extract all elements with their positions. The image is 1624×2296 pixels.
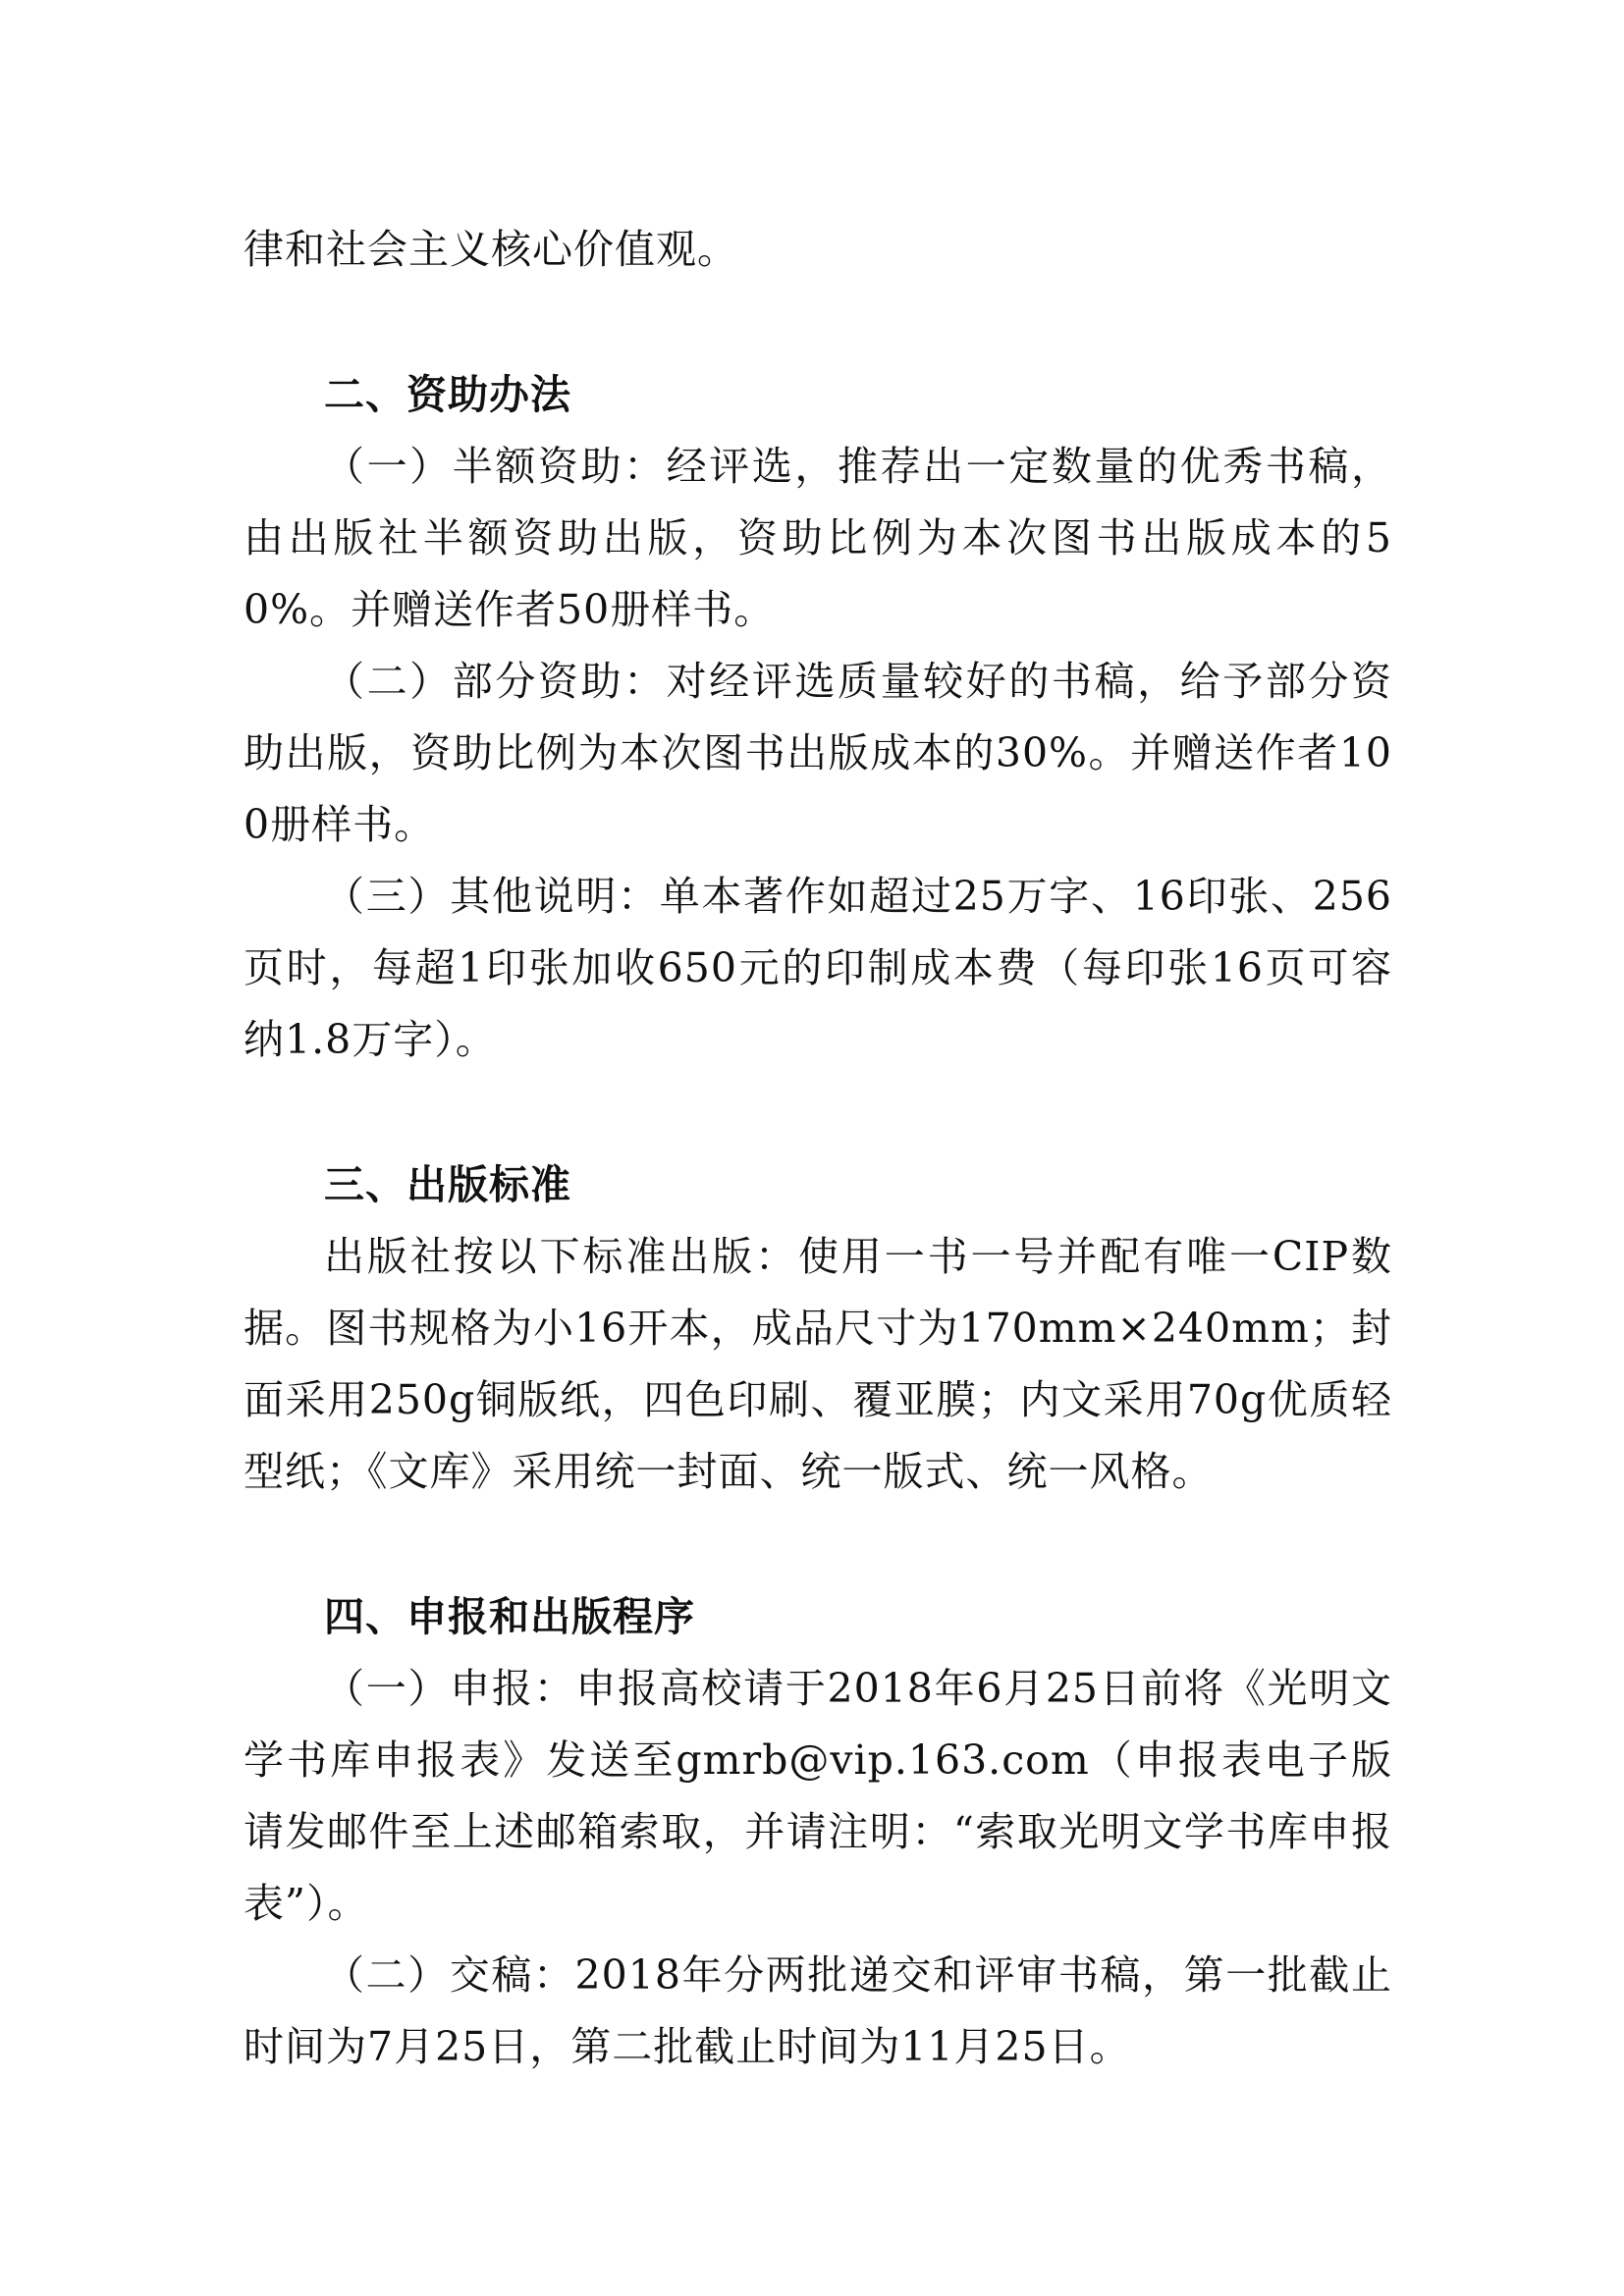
section-heading-procedure: 四、申报和出版程序 bbox=[324, 1593, 695, 1640]
paragraph-application: （一）申报：申报高校请于2018年6月25日前将《光明文学书库申报表》发送至gmrb@vip.163.com（申报表电子版请发邮件至上述邮箱索取，并请注明：“索取光明文学书库申报表”）。 bbox=[244, 1665, 1392, 1927]
document-body bbox=[244, 214, 1392, 2083]
paragraph-continuation: 律和社会主义核心价值观。 bbox=[244, 226, 738, 273]
section-heading-funding: 二、资助办法 bbox=[324, 371, 571, 418]
paragraph-other-notes: （三）其他说明：单本著作如超过25万字、16印张、256页时，每超1印张加收650元的印制成本费（每印张16页可容纳1.8万字）。 bbox=[244, 873, 1392, 1063]
paragraph-submission: （二）交稿：2018年分两批递交和评审书稿，第一批截止时间为7月25日，第二批截止时间为11月25日。 bbox=[244, 1951, 1392, 2070]
paragraph-half-funding: （一）半额资助：经评选，推荐出一定数量的优秀书稿，由出版社半额资助出版，资助比例为本次图书出版成本的50%。并赠送作者50册样书。 bbox=[244, 443, 1392, 633]
paragraph-publishing-standard: 出版社按以下标准出版：使用一书一号并配有唯一CIP数据。图书规格为小16开本，成品尺寸为170mm×240mm；封面采用250g铜版纸，四色印刷、覆亚膜；内文采用70g优质轻型纸；《文库》采用统一封面、统一版式、统一风格。 bbox=[244, 1233, 1392, 1495]
section-heading-publishing-standard: 三、出版标准 bbox=[324, 1161, 571, 1208]
paragraph-partial-funding: （二）部分资助：对经评选质量较好的书稿，给予部分资助出版，资助比例为本次图书出版成本的30%。并赠送作者100册样书。 bbox=[244, 658, 1392, 848]
